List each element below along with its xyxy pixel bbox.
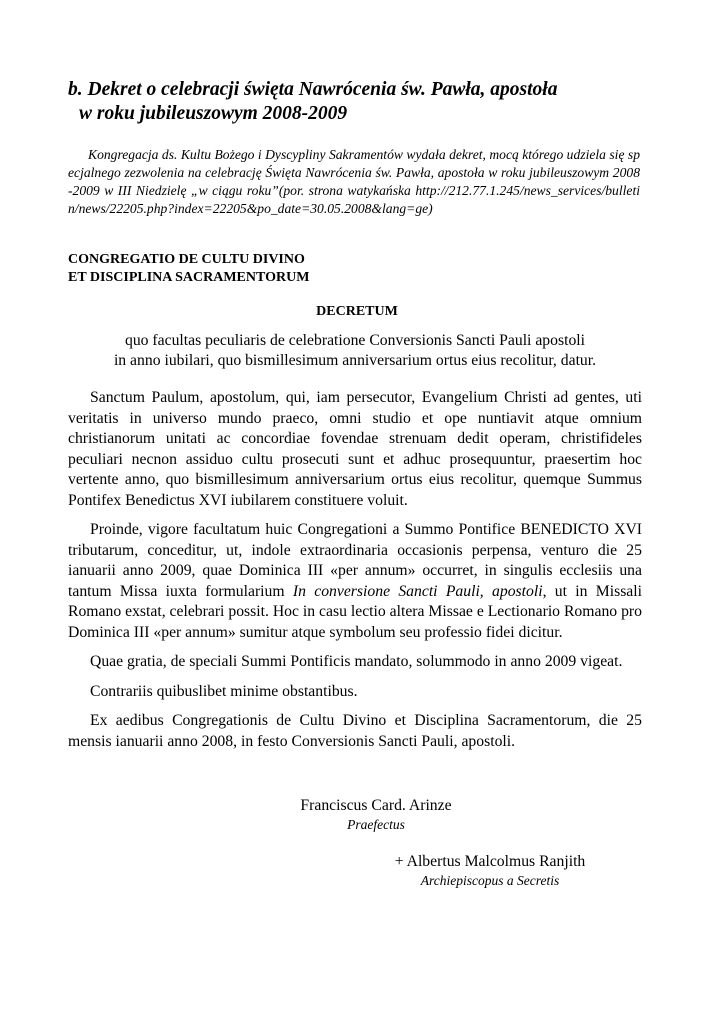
- paragraph-2-text-b: , ut in Missali Romano exstat, celebrari possit. Hoc in casu lectio altera Missae e Lectionario Romano pro Dominica III «per annum» sumitur atque symbolum seu professio fidei dicitur.: [68, 582, 642, 641]
- decree-subtitle: [0, 331, 710, 371]
- subtitle-line-2: in anno iubilari, quo bismillesimum anniversarium ortus eius recolitur, datur.: [113, 352, 597, 369]
- decree-body: [68, 388, 642, 761]
- body-paragraph-3: Quae gratia, de speciali Summi Pontificis mandato, solummodo in anno 2009 vigeat.: [90, 653, 623, 670]
- congregation-line-2: ET DISCIPLINA SACRAMENTORUM: [68, 270, 310, 285]
- body-paragraph-2: [68, 520, 642, 643]
- signature-role: Praefectus: [347, 817, 405, 832]
- signature-role: Archiepiscopus a Secretis: [420, 873, 560, 888]
- congregation-line-1: CONGREGATIO DE CULTU DIVINO: [68, 252, 305, 267]
- signature-name: Franciscus Card. Arinze: [300, 797, 452, 814]
- body-paragraph-5: Ex aedibus Congregationis de Cultu Divino et Disciplina Sacramentorum, die 25 mensis ianuarii anno 2008, in festo Conversionis Sancti Pauli, apostoli.: [68, 712, 642, 750]
- missal-formulary-title: In conversione Sancti Pauli, apostoli: [292, 582, 543, 600]
- heading-line-2: w roku jubileuszowym 2008-2009: [79, 103, 348, 124]
- signature-prefect: [276, 797, 476, 833]
- intro-paragraph: Kongregacja ds. Kultu Bożego i Dyscypliny Sakramentów wydała dekret, mocą którego udziela się specjalnego zezwolenia na celebrację Święta Nawrócenia św. Pawła, apostoła w roku jubileuszowym 2008-2009 w III Niedzielę „w ciągu roku”(por. strona watykańska http://212.77.1.245/news_services/bulletin/news/22205.php?index=22205&po_date=30.05.2008&lang=ge): [68, 147, 640, 216]
- decretum-title: DECRETUM: [316, 304, 398, 319]
- subtitle-line-1: quo facultas peculiaris de celebratione Conversionis Sancti Pauli apostoli: [124, 332, 586, 349]
- heading-line-1: b. Dekret o celebracji święta Nawrócenia św. Pawła, apostoła: [68, 79, 558, 100]
- signature-secretary: [370, 853, 610, 889]
- signature-name: + Albertus Malcolmus Ranjith: [394, 853, 586, 870]
- congregation-name: [68, 251, 309, 287]
- body-paragraph-4: Contrariis quibuslibet minime obstantibus.: [90, 682, 358, 700]
- document-heading: [68, 78, 648, 126]
- body-paragraph-1: Sanctum Paulum, apostolum, qui, iam persecutor, Evangelium Christi ad gentes, uti veritatis in universo mundo praeco, omni studio et ope nuntiavit atque omnium christianorum unitati ac concordiae fovendae strenuam dedit operam, christifideles peculiari necnon assiduo cultu prosecuti sunt et adhuc prosequuntur, praesertim hoc vertente anno, quo bismillesimum anniversarium ortus eius recolitur, quemque Summus Pontifex Benedictus XVI iubilarem constituere voluit.: [68, 389, 642, 509]
- paragraph-2-text-a: Proinde, vigore facultatum huic Congregationi a Summo Pontifice BENEDICTO XVI tributarum, conceditur, ut, indole extraordinaria occasionis perpensa, venturo die 25 ianuarii anno 2009, quae Dominica III «per annum» occurret, in singulis ecclesiis una tantum Missa iuxta formularium: [68, 521, 642, 600]
